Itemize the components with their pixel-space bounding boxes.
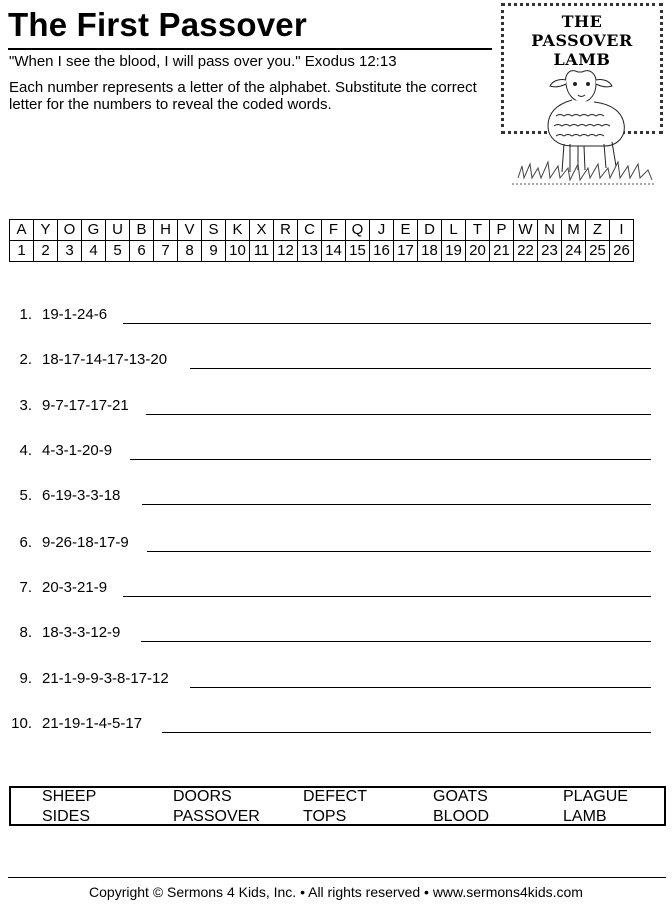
question-number: 2. [19,351,32,368]
word-bank-item: DEFECT [303,788,367,805]
cipher-letter-cell: U [106,220,130,241]
cipher-letter-cell: S [202,220,226,241]
question-item [0,442,672,462]
cipher-letter-cell: T [466,220,490,241]
word-bank-item: GOATS [433,788,488,805]
lamb-illustration [508,60,658,190]
cipher-number-cell: 6 [130,241,154,262]
word-bank-item: PLAGUE [563,788,628,805]
scripture-quote: "When I see the blood, I will pass over you." Exodus 12:13 [9,53,397,70]
question-number: 6. [19,534,32,551]
word-bank-item: DOORS [173,788,232,805]
cipher-number-cell: 17 [394,241,418,262]
question-item [0,534,672,554]
question-code: 19-1-24-6 [42,306,108,323]
cipher-letter-cell: Q [346,220,370,241]
question-number: 7. [19,579,32,596]
word-bank-item: SHEEP [42,788,97,805]
cipher-number-cell: 2 [34,241,58,262]
cipher-number-cell: 19 [442,241,466,262]
cipher-number-cell: 3 [58,241,82,262]
cipher-number-cell: 8 [178,241,202,262]
answer-line[interactable] [123,323,651,324]
cipher-number-cell: 18 [418,241,442,262]
question-code: 9-7-17-17-21 [42,397,129,414]
question-item [0,306,672,326]
cipher-number-cell: 26 [610,241,634,262]
answer-line[interactable] [142,504,651,505]
question-code: 21-19-1-4-5-17 [42,715,143,732]
cipher-number-cell: 12 [274,241,298,262]
question-number: 1. [19,306,32,323]
word-bank-item: PASSOVER [173,808,260,825]
cipher-letter-cell: G [82,220,106,241]
question-item [0,670,672,690]
question-code: 20-3-21-9 [42,579,108,596]
image-caption-line: LAMB [553,50,611,69]
cipher-letter-cell: A [10,220,34,241]
question-code: 21-1-9-9-3-8-17-12 [42,670,169,687]
answer-line[interactable] [141,641,651,642]
question-item [0,397,672,417]
word-bank-item: TOPS [303,808,347,825]
cipher-letter-cell: C [298,220,322,241]
question-number: 3. [19,397,32,414]
cipher-letters-row [10,220,634,241]
question-number: 8. [19,624,32,641]
cipher-letter-cell: W [514,220,538,241]
instructions: Each number represents a letter of the alphabet. Substitute the correct letter for the numbers to reveal the coded words. [9,79,477,113]
cipher-letter-cell: N [538,220,562,241]
cipher-number-cell: 9 [202,241,226,262]
image-caption-line: THE [561,12,603,31]
cipher-letter-cell: L [442,220,466,241]
cipher-letter-cell: J [370,220,394,241]
cipher-letter-cell: X [250,220,274,241]
cipher-key [9,219,634,262]
cipher-number-cell: 20 [466,241,490,262]
cipher-letter-cell: K [226,220,250,241]
question-number: 9. [19,670,32,687]
question-number: 5. [19,487,32,504]
question-code: 9-26-18-17-9 [42,534,129,551]
answer-line[interactable] [190,368,651,369]
cipher-number-cell: 11 [250,241,274,262]
question-code: 4-3-1-20-9 [42,442,113,459]
cipher-letter-cell: R [274,220,298,241]
answer-line[interactable] [162,732,651,733]
page-title: The First Passover [8,6,307,43]
cipher-number-cell: 22 [514,241,538,262]
cipher-letter-cell: I [610,220,634,241]
question-item [0,624,672,644]
cipher-number-cell: 25 [586,241,610,262]
cipher-number-cell: 14 [322,241,346,262]
word-bank-item: LAMB [563,808,607,825]
cipher-number-cell: 23 [538,241,562,262]
question-item [0,351,672,371]
cipher-letter-cell: O [58,220,82,241]
question-item [0,715,672,735]
title-divider [8,48,492,50]
question-code: 18-3-3-12-9 [42,624,121,641]
question-number: 10. [11,715,32,732]
word-bank-item: BLOOD [433,808,490,825]
answer-line[interactable] [123,596,651,597]
copyright-footer: Copyright © Sermons 4 Kids, Inc. • All rights reserved • www.sermons4kids.com [89,884,583,900]
question-number: 4. [19,442,32,459]
answer-line[interactable] [147,551,651,552]
cipher-letter-cell: D [418,220,442,241]
answer-line[interactable] [146,414,651,415]
cipher-number-cell: 10 [226,241,250,262]
question-code: 6-19-3-3-18 [42,487,121,504]
cipher-letter-cell: V [178,220,202,241]
cipher-letter-cell: F [322,220,346,241]
question-code: 18-17-14-17-13-20 [42,351,168,368]
cipher-letter-cell: Y [34,220,58,241]
answer-line[interactable] [130,459,651,460]
cipher-letter-cell: Z [586,220,610,241]
word-bank [9,786,666,826]
cipher-number-cell: 15 [346,241,370,262]
cipher-number-cell: 13 [298,241,322,262]
cipher-number-cell: 21 [490,241,514,262]
cipher-number-cell: 24 [562,241,586,262]
word-bank-item: SIDES [42,808,91,825]
cipher-letter-cell: P [490,220,514,241]
cipher-letter-cell: H [154,220,178,241]
cipher-number-cell: 4 [82,241,106,262]
cipher-letter-cell: B [130,220,154,241]
cipher-letter-cell: E [394,220,418,241]
answer-line[interactable] [190,687,651,688]
cipher-number-cell: 1 [10,241,34,262]
cipher-number-cell: 5 [106,241,130,262]
cipher-numbers-row [10,241,634,262]
cipher-letter-cell: M [562,220,586,241]
question-item [0,579,672,599]
question-item [0,487,672,507]
cipher-number-cell: 16 [370,241,394,262]
image-caption-line: PASSOVER [531,31,633,50]
cipher-number-cell: 7 [154,241,178,262]
footer-divider [8,877,666,878]
